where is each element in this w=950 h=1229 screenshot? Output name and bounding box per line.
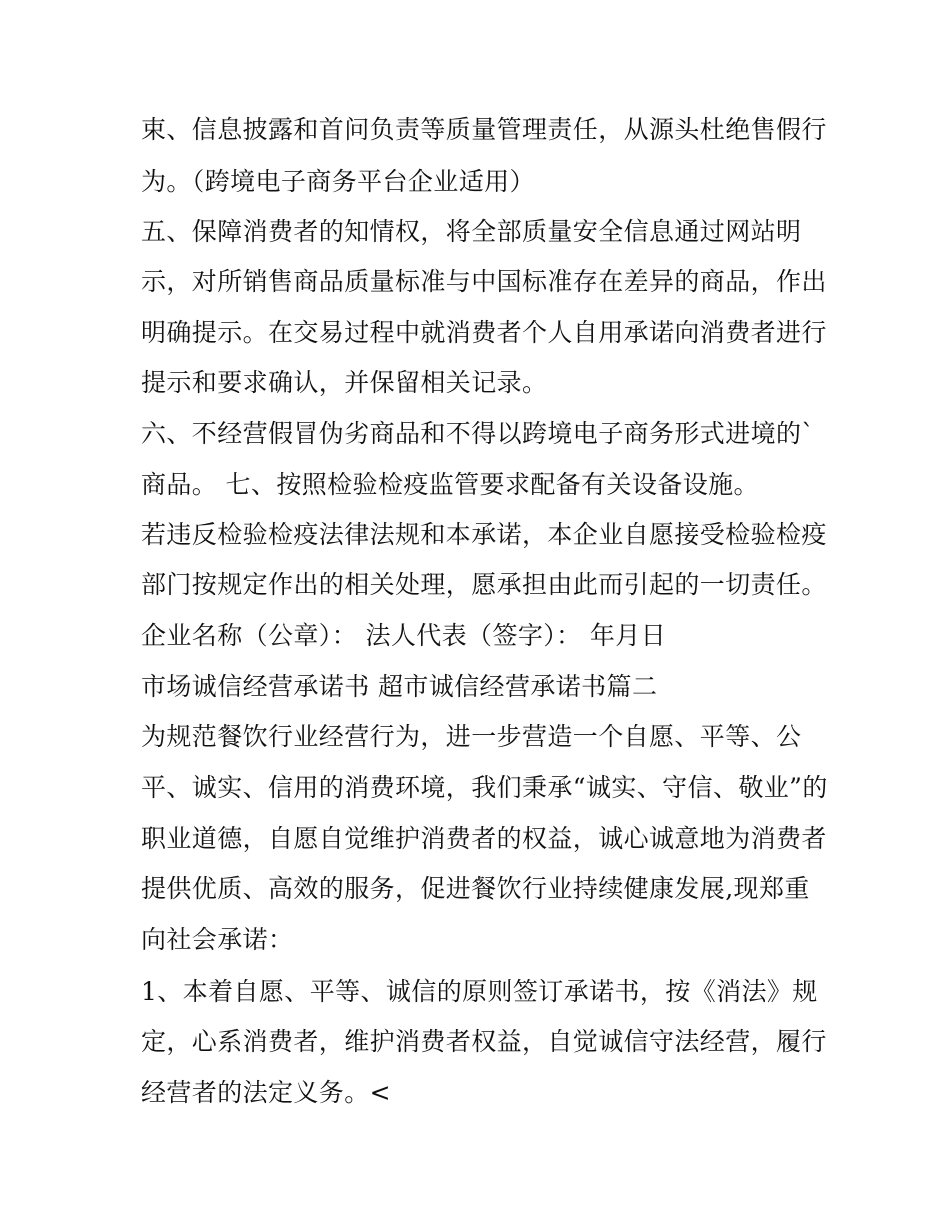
text-line: 束、信息披露和首问负责等质量管理责任，从源头杜绝售假行 (141, 115, 827, 144)
text-line: 为规范餐饮行业经营行为，进一步营造一个自愿、平等、公 (141, 722, 802, 751)
text-line: 若违反检验检疫法律法规和本承诺，本企业自愿接受检验检疫 (141, 520, 827, 549)
text-line: 六、不经营假冒伪劣商品和不得以跨境电子商务形式进境的` (141, 419, 815, 448)
text-line: 提示和要求确认，并保留相关记录。 (141, 368, 548, 397)
text-line: 经营者的法定义务。< (141, 1078, 391, 1107)
text-line: 示，对所销售商品质量标准与中国标准存在差异的商品，作出 (141, 267, 827, 296)
text-line: 商品。 七、按照检验检疫监管要求配备有关设备设施。 (141, 470, 759, 499)
text-line: 平、诚实、信用的消费环境，我们秉承“诚实、守信、敬业”的 (141, 773, 828, 802)
section-title: 市场诚信经营承诺书 超市诚信经营承诺书篇二 (141, 672, 658, 701)
text-line: 为。（跨境电子商务平台企业适用） (141, 167, 535, 196)
text-line: 部门按规定作出的相关处理，愿承担由此而引起的一切责任。 (141, 570, 827, 599)
text-line: 提供优质、高效的服务，促进餐饮行业持续健康发展,现郑重 (141, 874, 810, 903)
text-line: 五、保障消费者的知情权，将全部质量安全信息通过网站明 (141, 217, 802, 246)
text-line: 职业道德，自愿自觉维护消费者的权益，诚心诚意地为消费者 (141, 824, 827, 853)
signature-line: 企业名称（公章）： 法人代表（签字）： 年月日 (141, 621, 667, 650)
text-line: 1、本着自愿、平等、诚信的原则签订承诺书，按《消法》规 (141, 977, 818, 1006)
text-line: 定，心系消费者，维护消费者权益，自觉诚信守法经营，履行 (141, 1027, 827, 1056)
text-line: 明确提示。在交易过程中就消费者个人自用承诺向消费者进行 (141, 318, 827, 347)
text-line: 向社会承诺： (141, 925, 294, 954)
